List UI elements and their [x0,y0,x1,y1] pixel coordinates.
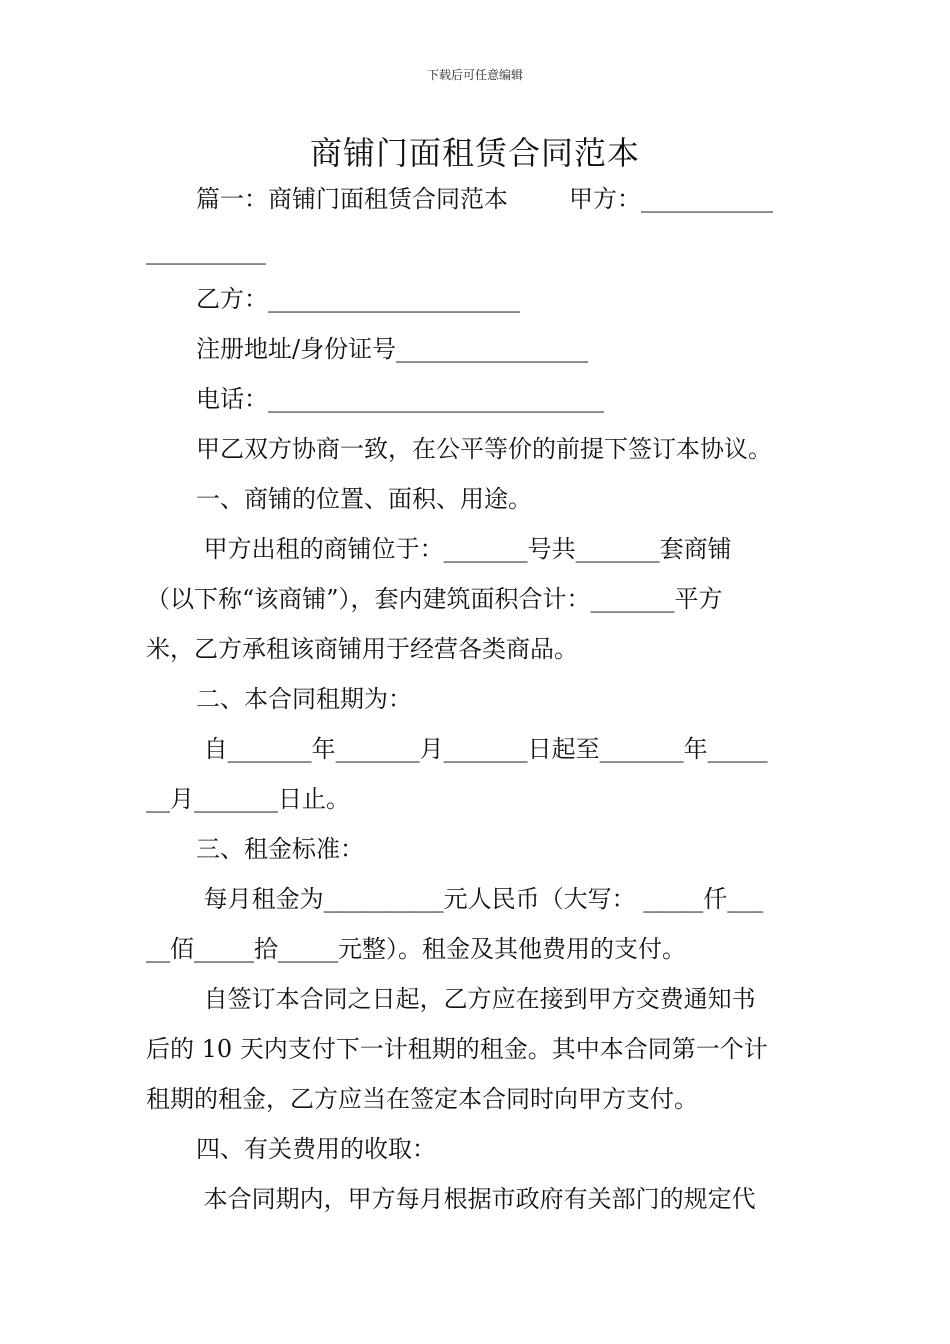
section-3-line-5: 租期的租金，乙方应当在签定本合同时向甲方支付。 [146,1085,698,1113]
section-3-line-3: 自签订本合同之日起，乙方应在接到甲方交费通知书 [196,985,756,1013]
section-2-line-2: __月_______日止。 [146,785,350,813]
line-agreement: 甲乙双方协商一致，在公平等价的前提下签订本协议。 [196,435,772,463]
section-4-line-1: 本合同期内，甲方每月根据市政府有关部门的规定代 [196,1185,756,1213]
line-party-a-cont: __________ [146,237,266,265]
section-1-line-3: 米，乙方承租该商铺用于经营各类商品。 [146,635,578,663]
party-a-text: 篇一：商铺门面租赁合同范本 甲方：___________ [196,185,774,213]
line-phone: 电话：____________________________ [196,385,604,413]
document-title: 商铺门面租赁合同范本 [309,134,640,172]
section-2-line-1: 自_______年_______月_______日起至_______年_____ [196,735,768,763]
section-1-line-2: （以下称“该商铺”），套内建筑面积合计：_______平方 [146,585,723,613]
section-3-heading: 三、租金标准： [196,835,364,863]
line-address: 注册地址/身份证号________________ [196,335,589,363]
line-party-b: 乙方：_____________________ [196,285,520,313]
download-note: 下载后可任意编辑 [426,68,523,82]
section-3-line-1: 每月租金为__________元人民币（大写： _____仟___ [196,885,764,913]
section-1-line-1: 甲方出租的商铺位于：_______号共_______套商铺 [196,535,732,563]
section-1-heading: 一、商铺的位置、面积、用途。 [196,485,532,513]
section-3-line-4: 后的 10 天内支付下一计租期的租金。其中本合同第一个计 [146,1035,768,1063]
section-3-line-2: __佰_____拾_____元整）。租金及其他费用的支付。 [146,935,686,963]
line-party-a [196,184,808,214]
section-2-heading: 二、本合同租期为： [196,685,412,713]
section-4-heading: 四、有关费用的收取： [196,1135,436,1163]
